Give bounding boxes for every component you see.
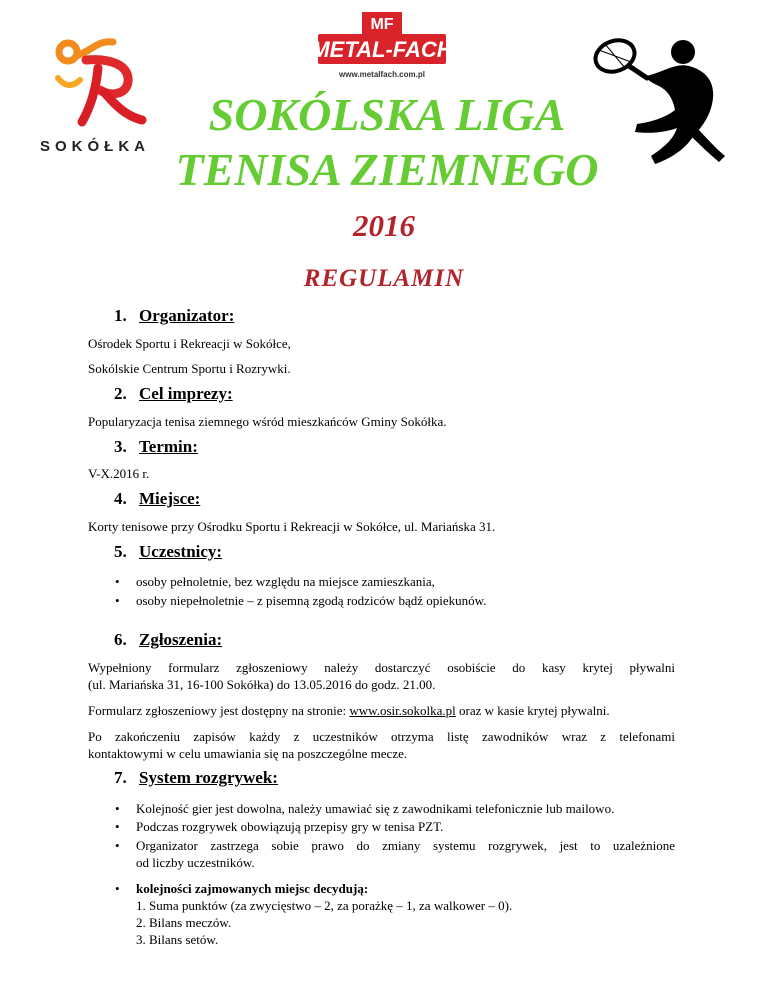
cel-text: Popularyzacja tenisa ziemnego wśród mieszkańców Gminy Sokółka.	[88, 414, 447, 429]
section-label: Cel imprezy:	[139, 384, 233, 403]
osir-website-link[interactable]: www.osir.sokolka.pl	[349, 703, 456, 718]
ranking-rule: 2. Bilans meczów.	[136, 915, 232, 930]
section-label: Uczestnicy:	[139, 542, 223, 561]
list-item-text	[136, 880, 675, 948]
title-line-1: SOKÓLSKA LIGA	[208, 89, 566, 140]
section-number: 7.	[114, 768, 127, 787]
section-label: Organizator:	[139, 306, 235, 325]
section-uczestnicy-heading	[114, 542, 222, 562]
list-item-text: osoby pełnoletnie, bez względu na miejsce zamieszkania,	[136, 574, 435, 589]
bullet-icon: •	[115, 838, 120, 853]
metal-fach-logo	[318, 10, 446, 80]
title-line-2: TENISA ZIEMNEGO	[175, 144, 599, 195]
list-item-text: osoby niepełnoletnie – z pisemną zgodą rodziców bądź opiekunów.	[136, 593, 487, 608]
list-item-line: Organizator zastrzega sobie prawo do zmiany systemu rozgrywek, jest to uzależnione	[136, 838, 675, 853]
ranking-rule: 3. Bilans setów.	[136, 932, 219, 947]
list-item-text	[136, 837, 675, 871]
zgloszenia-p2-text-end: oraz w kasie krytej pływalni.	[455, 703, 610, 718]
section-number: 5.	[114, 542, 127, 561]
section-label: Termin:	[139, 437, 198, 456]
list-item-text: Podczas rozgrywek obowiązują przepisy gry w tenisa PZT.	[136, 819, 444, 834]
organizator-line-1: Ośrodek Sportu i Rekreacji w Sokółce,	[88, 336, 291, 351]
section-organizator-heading	[114, 306, 234, 326]
bullet-icon: •	[115, 593, 120, 608]
ranking-rule: 1. Suma punktów (za zwycięstwo – 2, za porażkę – 1, za walkower – 0).	[136, 898, 513, 913]
section-termin-heading	[114, 437, 198, 457]
metal-fach-mark: MF	[370, 16, 394, 33]
zgloszenia-p2-text: Formularz zgłoszeniowy jest dostępny na stronie:	[88, 703, 350, 718]
section-system-heading	[114, 768, 278, 788]
list-item-text: Kolejność gier jest dowolna, należy umawiać się z zawodnikami telefonicznie lub mailowo.	[136, 801, 615, 816]
section-label: System rozgrywek:	[139, 768, 278, 787]
bullet-icon: •	[115, 881, 120, 896]
section-number: 1.	[114, 306, 127, 325]
year-heading: 2016	[353, 208, 415, 243]
metal-fach-logo-graphic	[318, 10, 446, 70]
zgloszenia-p1-line-2: (ul. Mariańska 31, 16-100 Sokółka) do 13.05.2016 do godz. 21.00.	[88, 677, 436, 692]
metal-fach-wordmark: METAL-FACH	[318, 37, 446, 62]
termin-text: V-X.2016 r.	[88, 466, 150, 481]
section-number: 3.	[114, 437, 127, 456]
zgloszenia-p3-line-1: Po zakończeniu zapisów każdy z uczestników otrzyma listę zawodników wraz z telefonami	[88, 729, 675, 744]
ranking-rules-title: kolejności zajmowanych miejsc decydują:	[136, 881, 369, 896]
miejsce-text: Korty tenisowe przy Ośrodku Sportu i Rekreacji w Sokółce, ul. Mariańska 31.	[88, 519, 496, 534]
section-zgloszenia-heading	[114, 630, 222, 650]
section-miejsce-heading	[114, 489, 200, 509]
zgloszenia-p3-line-2: kontaktowymi w celu umawiania się na poszczególne mecze.	[88, 746, 408, 761]
bullet-icon: •	[115, 801, 120, 816]
section-label: Miejsce:	[139, 489, 201, 508]
zgloszenia-p2	[88, 703, 610, 719]
regulamin-heading: REGULAMIN	[303, 265, 465, 292]
section-number: 6.	[114, 630, 127, 649]
section-cel-heading	[114, 384, 233, 404]
section-label: Zgłoszenia:	[139, 630, 223, 649]
metal-fach-url: www.metalfach.com.pl	[339, 70, 425, 79]
section-number: 4.	[114, 489, 127, 508]
zgloszenia-p1-line-1: Wypełniony formularz zgłoszeniowy należy dostarczyć osobiście do kasy krytej pływalni	[88, 660, 675, 675]
sokolka-logo-text: SOKÓŁKA	[40, 138, 150, 155]
section-number: 2.	[114, 384, 127, 403]
organizator-line-2: Sokólskie Centrum Sportu i Rozrywki.	[88, 361, 291, 376]
bullet-icon: •	[115, 574, 120, 589]
list-item-line: od liczby uczestników.	[136, 855, 255, 870]
bullet-icon: •	[115, 819, 120, 834]
